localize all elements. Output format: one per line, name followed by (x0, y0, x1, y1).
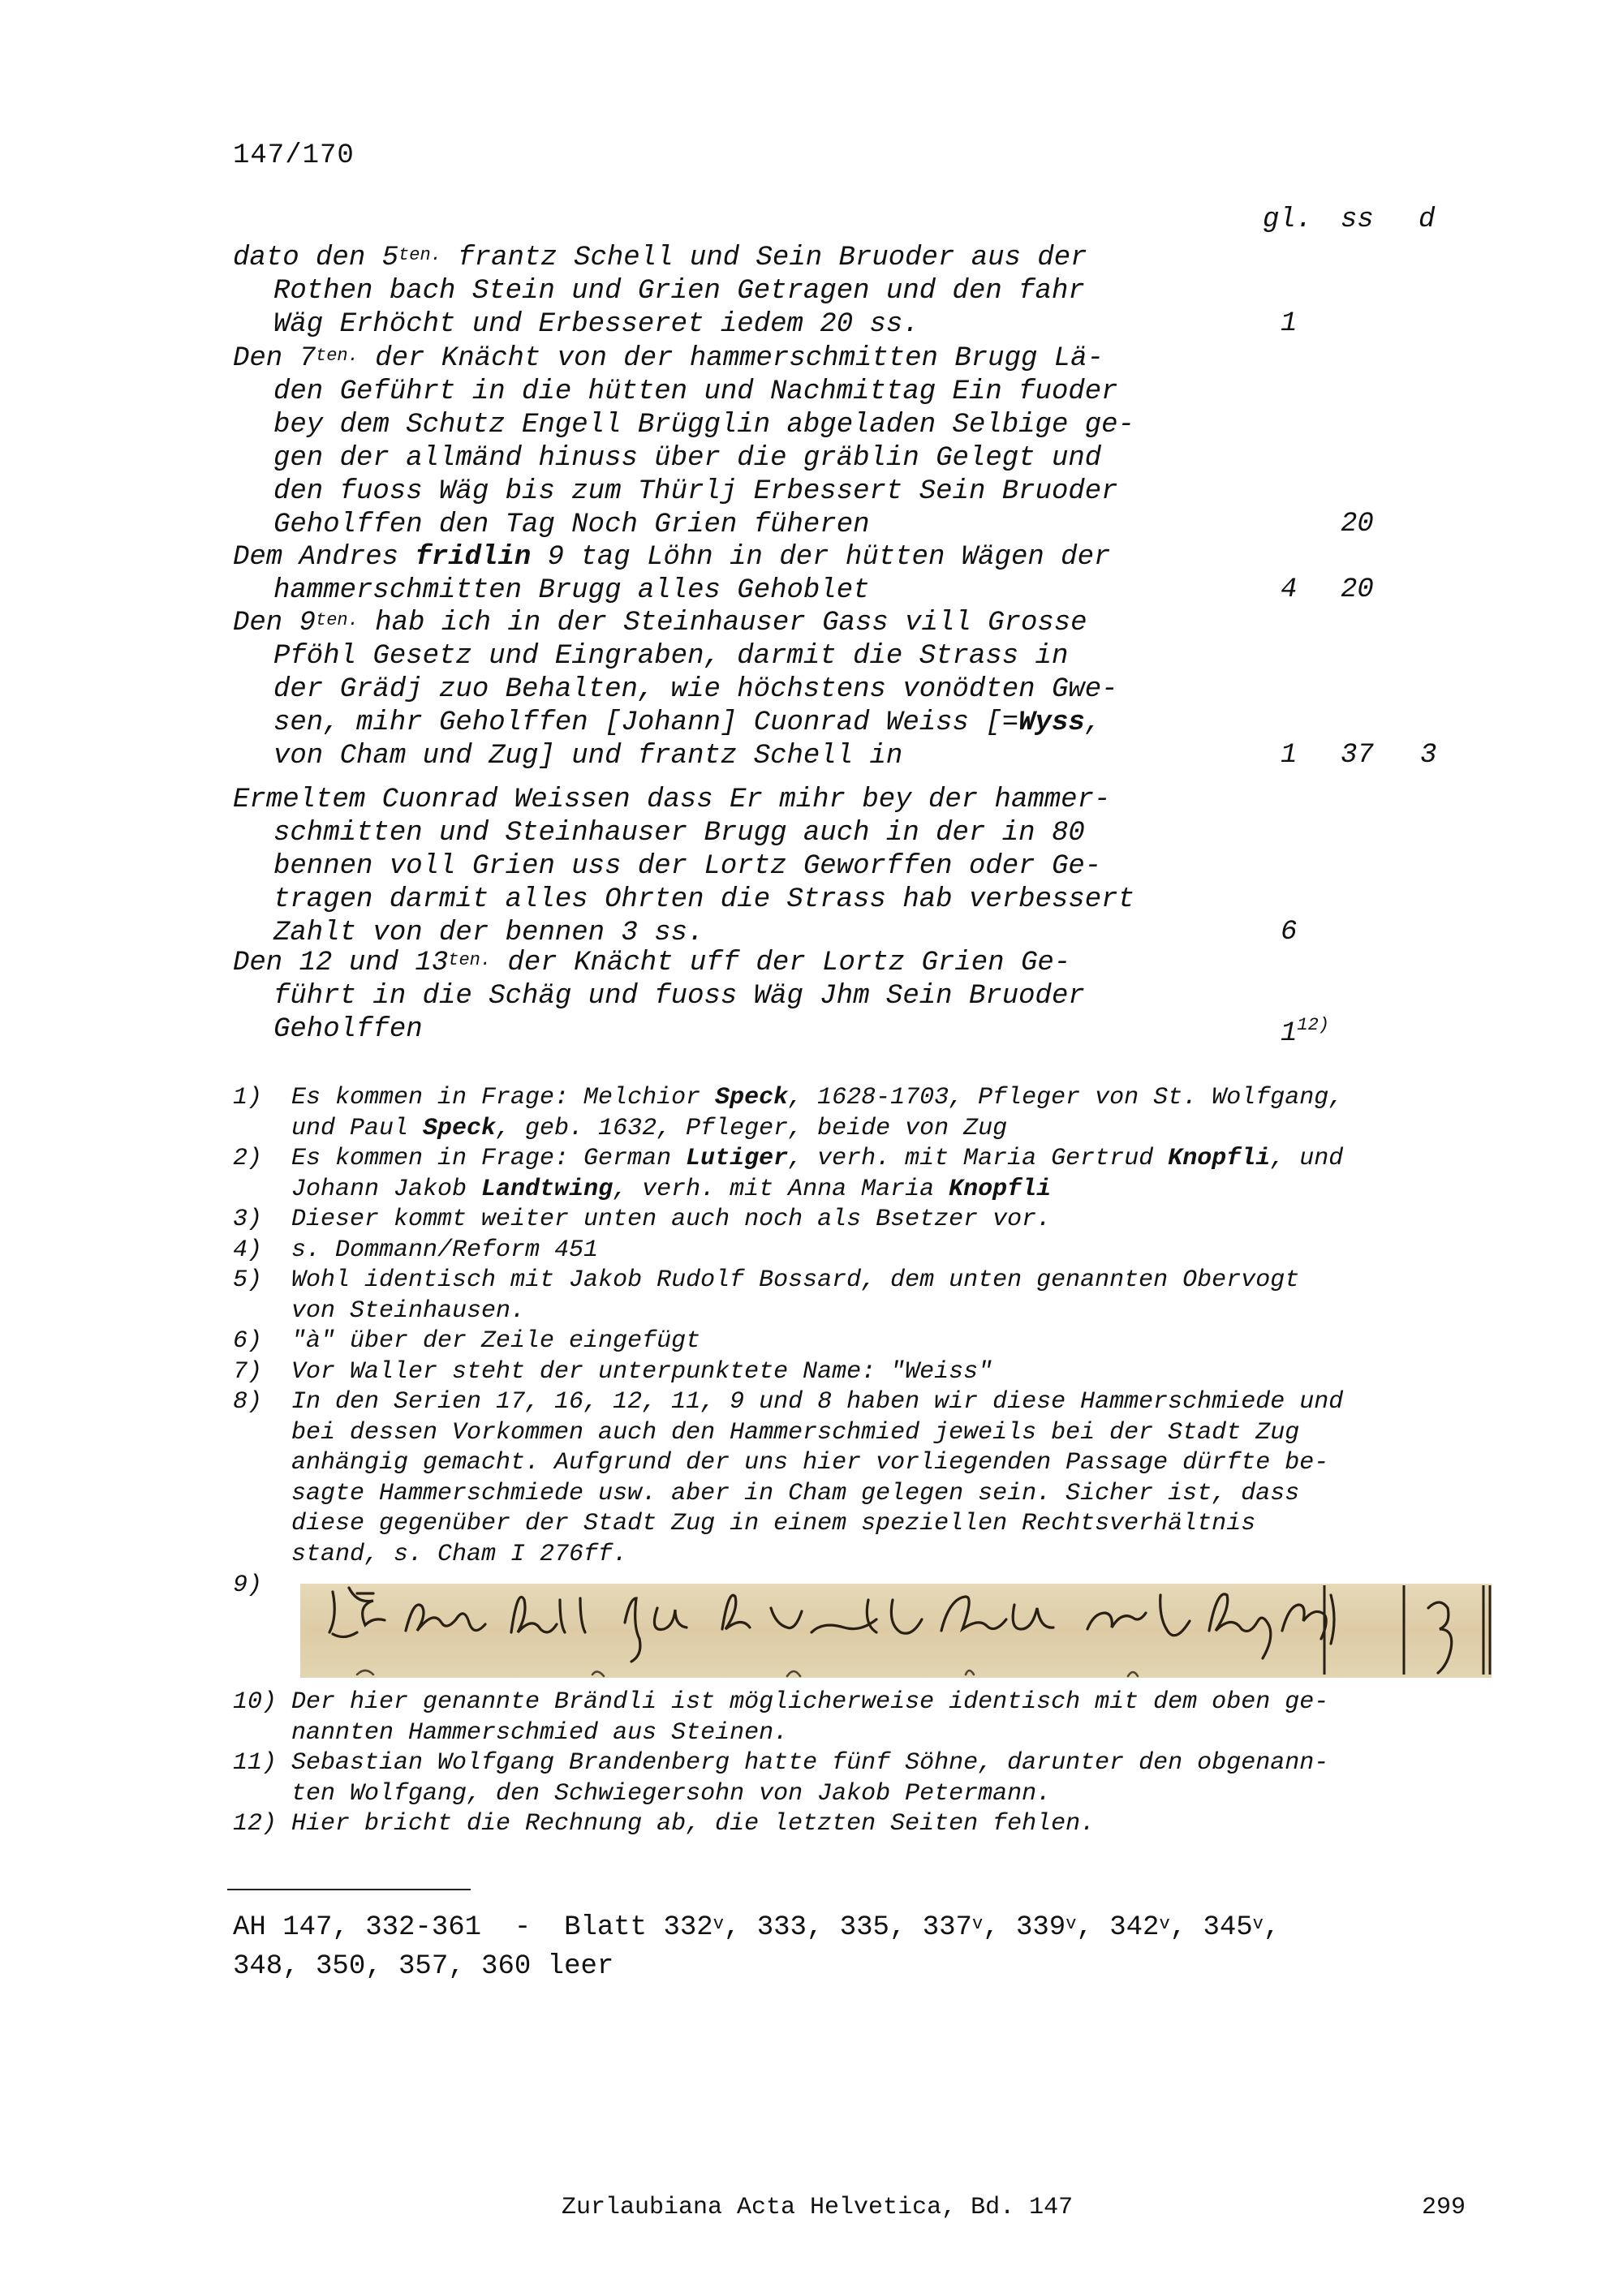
entry-line: bennen voll Grien uss der Lortz Geworffen oder Ge- (273, 851, 1102, 882)
footnote-text: von Steinhausen. (291, 1296, 526, 1325)
footnote-number: 11) (233, 1749, 278, 1777)
footnote-text: Dieser kommt weiter unten auch noch als Bsetzer vor. (291, 1206, 1052, 1233)
entry-line: dato den $5^{ten.}$ frantz Schell und Sein Bruoder aus der (233, 243, 1087, 273)
entry-line: Den 12 und $13^{ten.}$ der Knächt uff der Lortz Grien Ge- (233, 948, 1071, 978)
ledger-entry (233, 541, 1247, 608)
footnote-text: Wohl identisch mit Jakob Rudolf Bossard, dem unten genannten Obervogt (291, 1266, 1300, 1294)
footnote-number: 6) (233, 1327, 263, 1355)
entry-line: gen der allmänd hinuss über die gräblin Gelegt und (273, 443, 1102, 474)
entry-line: sen, mihr Geholffen [Johann] Cuonrad Weiss [=Wyss, (273, 707, 1102, 738)
footnote (233, 1357, 1499, 1388)
footnote-text: Johann Jakob Landtwing, verh. mit Anna Maria Knopfli (291, 1175, 1052, 1203)
source-note-line: 348, 350, 357, 360 leer (233, 1951, 614, 1982)
entry-line: der Grädj zuo Behalten, wie höchstens vonödten Gwe- (273, 674, 1118, 705)
footnote-text: Es kommen in Frage: Melchior Speck, 1628-1703, Pfleger von St. Wolfgang, (291, 1084, 1344, 1111)
footnote-text: und Paul Speck, geb. 1632, Pfleger, beide von Zug (291, 1114, 1008, 1142)
entry-line: bey dem Schutz Engell Brügglin abgeladen Selbige ge- (273, 410, 1134, 441)
footnote-text: Sebastian Wolfgang Brandenberg hatte fünf Söhne, darunter den obgenann- (291, 1749, 1329, 1777)
entry-line: hammerschmitten Brugg alles Gehoblet (273, 575, 870, 606)
footnote-number: 8) (233, 1388, 263, 1416)
amount-gl: 4 (1281, 574, 1298, 605)
entry-line: Ermeltem Cuonrad Weissen dass Er mihr bey der hammer- (233, 785, 1111, 815)
amount-ss: 37 (1341, 740, 1374, 771)
footnote-text: anhängig gemacht. Aufgrund der uns hier vorliegenden Passage dürfte be- (291, 1449, 1329, 1477)
footer-title: Zurlaubiana Acta Helvetica, Bd. 147 (562, 2194, 1074, 2221)
amount-d: 3 (1420, 740, 1437, 771)
footnote-number: 7) (233, 1358, 263, 1386)
column-header-d: d (1419, 204, 1436, 235)
footnote-text: stand, s. Cham I 276ff. (291, 1540, 628, 1568)
footnote (233, 1326, 1499, 1357)
source-note-line: AH 147, 332-361 - Blatt 332$^v$, 333, 335, 337$^v$, 339$^v$, 342$^v$, 345$^v$, (233, 1912, 1281, 1943)
entry-line: Den $9^{ten.}$ hab ich in der Steinhauser Gass vill Grosse (233, 608, 1087, 638)
footnote-number: 10) (233, 1688, 278, 1716)
amount-ss: 20 (1341, 509, 1374, 540)
ledger-entry (233, 947, 1247, 1047)
footnote-separator-rule (227, 1889, 471, 1890)
amount-gl: 1 (1281, 308, 1298, 339)
manuscript-excerpt-image (300, 1584, 1492, 1678)
entry-line: Rothen bach Stein und Grien Getragen und den fahr (273, 276, 1085, 307)
footnote (233, 1748, 1499, 1809)
footnote-text: s. Dommann/Reform 451 (291, 1236, 599, 1264)
ledger-entry (233, 342, 1247, 542)
footnote-number: 1) (233, 1084, 263, 1111)
footnote-number: 3) (233, 1206, 263, 1233)
footnote-text: "à" über der Zeile eingefügt (291, 1327, 701, 1355)
amount-gl: 1$^{12)}$ (1281, 1015, 1330, 1049)
entry-line: Den $7^{ten.}$ der Knächt von der hammerschmitten Brugg Lä- (233, 343, 1104, 374)
footnote-number: 4) (233, 1236, 263, 1264)
footnote-text: Es kommen in Frage: German Lutiger, verh. mit Maria Gertrud Knopfli, und (291, 1145, 1344, 1172)
footnote-text: Hier bricht die Rechnung ab, die letzten Seiten fehlen. (291, 1810, 1096, 1838)
entry-line: den Geführt in die hütten und Nachmittag Ein fuoder (273, 376, 1118, 407)
footnote-number: 9) (233, 1572, 263, 1599)
entry-line: Wäg Erhöcht und Erbesseret iedem 20 ss. (273, 309, 919, 340)
amount-ss: 20 (1341, 574, 1374, 605)
footnote (233, 1809, 1499, 1840)
footer-page-number: 299 (1422, 2194, 1466, 2221)
footnote-text: sagte Hammerschmiede usw. aber in Cham gelegen sein. Sicher ist, dass (291, 1479, 1300, 1507)
footnote (233, 1205, 1499, 1236)
ledger-entry (233, 242, 1247, 342)
entry-line: Geholffen (273, 1014, 423, 1045)
footnote (233, 1688, 1499, 1748)
page-header: 147/170 (233, 140, 355, 171)
entry-line: Geholffen den Tag Noch Grien füheren (273, 510, 870, 540)
footnote-text: diese gegenüber der Stadt Zug in einem speziellen Rechtsverhältnis (291, 1510, 1256, 1537)
footnote-text: In den Serien 17, 16, 12, 11, 9 und 8 haben wir diese Hammerschmiede und (291, 1388, 1344, 1416)
ledger-entry (233, 784, 1247, 950)
amount-gl: 1 (1281, 740, 1298, 771)
column-header-gl: gl. (1263, 204, 1313, 235)
footnote-text: bei dessen Vorkommen auch den Hammerschmied jeweils bei der Stadt Zug (291, 1418, 1300, 1447)
column-header-ss: ss (1341, 204, 1374, 235)
entry-line: von Cham und Zug] und frantz Schell in (273, 741, 903, 772)
amount-gl: 6 (1281, 917, 1298, 948)
entry-line: Zahlt von der bennen 3 ss. (273, 918, 704, 948)
entry-line: führt in die Schäg und fuoss Wäg Jhm Sein Bruoder (273, 981, 1085, 1012)
footnote-number: 12) (233, 1810, 278, 1838)
entry-line: Dem Andres fridlin 9 tag Löhn in der hütten Wägen der (233, 542, 1111, 573)
footnote (233, 1236, 1499, 1266)
footnote-text: Vor Waller steht der unterpunktete Name: "Weiss" (291, 1358, 993, 1386)
footnote-number: 5) (233, 1266, 263, 1294)
footnote (233, 1387, 1499, 1570)
entry-line: schmitten und Steinhauser Brugg auch in der in 80 (273, 818, 1085, 849)
footnote (233, 1083, 1499, 1144)
entry-line: tragen darmit alles Ohrten die Strass hab verbessert (273, 884, 1134, 915)
footnote-number: 2) (233, 1145, 263, 1172)
ledger-entry (233, 607, 1247, 773)
footnote (233, 1144, 1499, 1205)
footnote (233, 1266, 1499, 1326)
footnote-text: nannten Hammerschmied aus Steinen. (291, 1718, 789, 1747)
footnote-text: ten Wolfgang, den Schwiegersohn von Jakob Petermann. (291, 1779, 1052, 1808)
entry-line: den fuoss Wäg bis zum Thürlj Erbessert Sein Bruoder (273, 476, 1118, 507)
footnote-text: Der hier genannte Brändli ist möglicherweise identisch mit dem oben ge- (291, 1688, 1329, 1716)
entry-line: Pföhl Gesetz und Eingraben, darmit die Strass in (273, 641, 1069, 672)
